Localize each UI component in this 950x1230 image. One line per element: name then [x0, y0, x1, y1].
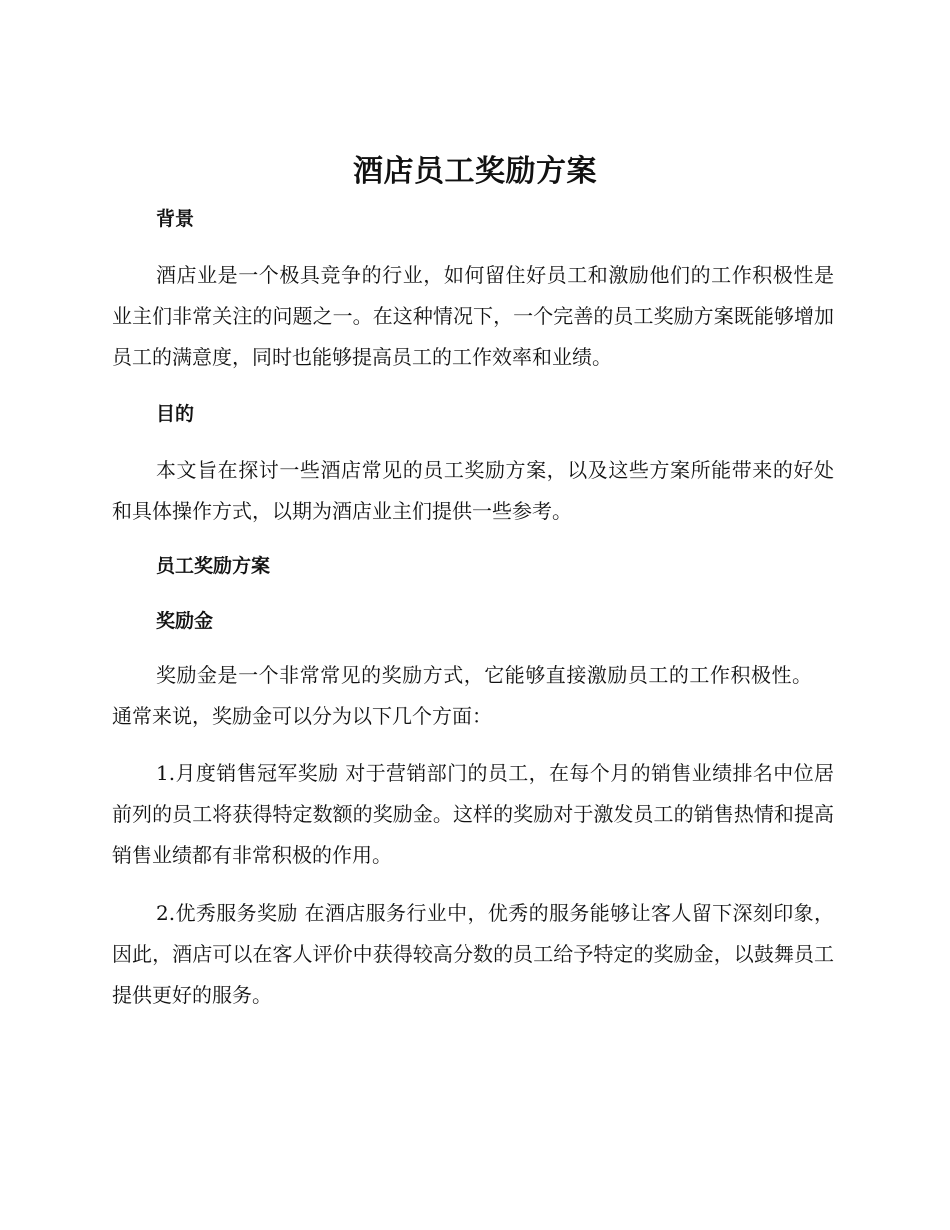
list-item-excellent-service-award: 2.优秀服务奖励 在酒店服务行业中，优秀的服务能够让客人留下深刻印象，因此，酒店可以在客人评价中获得较高分数的员工给予特定的奖励金，以鼓舞员工提供更好的服务。 — [112, 901, 834, 1007]
section-heading-background: 背景 — [156, 208, 195, 230]
list-item-monthly-sales-award: 1.月度销售冠军奖励 对于营销部门的员工，在每个月的销售业绩排名中位居前列的员工将获得特定数额的奖励金。这样的奖励对于激发员工的销售热情和提高销售业绩都有非常积极的作用。 — [112, 761, 834, 867]
document-title: 酒店员工奖励方案 — [353, 154, 597, 189]
purpose-paragraph: 本文旨在探讨一些酒店常见的员工奖励方案，以及这些方案所能带来的好处和具体操作方式，以期为酒店业主们提供一些参考。 — [112, 458, 834, 523]
section-heading-bonus: 奖励金 — [156, 610, 214, 632]
section-heading-purpose: 目的 — [156, 403, 195, 425]
background-paragraph: 酒店业是一个极具竞争的行业，如何留住好员工和激励他们的工作积极性是业主们非常关注的问题之一。在这种情况下，一个完善的员工奖励方案既能够增加员工的满意度，同时也能够提高员工的工作效率和业绩。 — [112, 263, 834, 369]
bonus-paragraph: 奖励金是一个非常常见的奖励方式，它能够直接激励员工的工作积极性。通常来说，奖励金可以分为以下几个方面： — [112, 663, 812, 728]
section-heading-reward-plans: 员工奖励方案 — [156, 555, 271, 577]
